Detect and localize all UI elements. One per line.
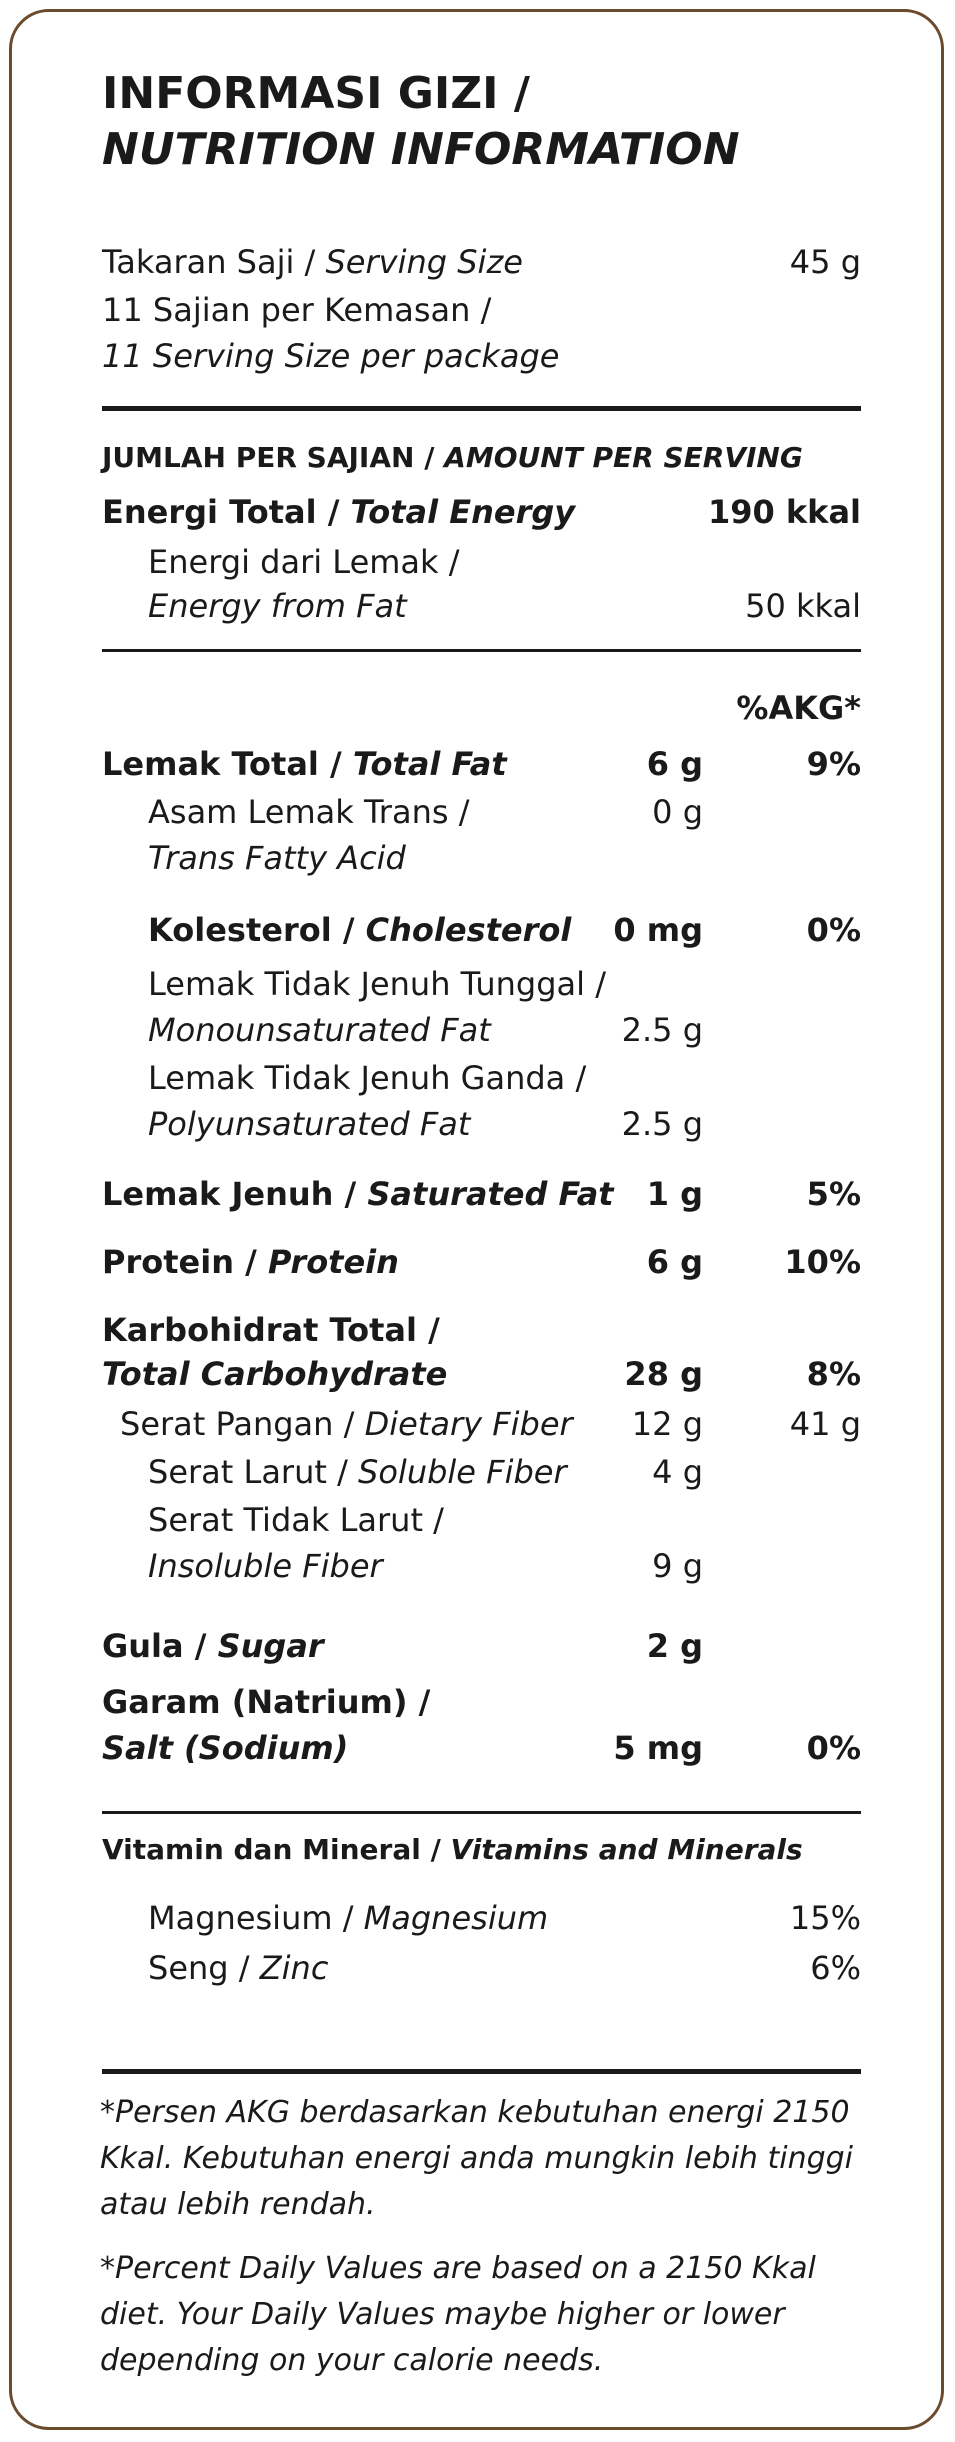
carbohydrate-amount: 28 g [624, 1355, 703, 1393]
soluble-fiber-amount: 4 g [652, 1453, 703, 1491]
magnesium-value: 15% [789, 1899, 861, 1937]
footnote-id: *Persen AKG berdasarkan kebutuhan energi 2150 Kkal. Kebutuhan energi anda mungkin lebih tinggi atau lebih rendah. [100, 2095, 854, 2222]
zinc-id: Seng / [148, 1949, 260, 1987]
title-line-1: INFORMASI GIZI / [102, 68, 530, 119]
pufa-id: Lemak Tidak Jenuh Ganda / [148, 1059, 587, 1097]
total-fat-akg: 9% [806, 745, 861, 783]
energy-from-fat-id: Energi dari Lemak / [148, 543, 460, 581]
energy-from-fat-value: 50 kkal [745, 587, 861, 625]
total-energy-id: Energi Total / [102, 493, 351, 531]
total-fat-amount: 6 g [646, 745, 703, 783]
magnesium-en: Magnesium [363, 1899, 549, 1937]
total-energy-en: Total Energy [350, 493, 576, 531]
carbohydrate-en: Total Carbohydrate [102, 1355, 448, 1393]
dietary-fiber-en: Dietary Fiber [364, 1405, 573, 1443]
zinc-en: Zinc [259, 1949, 329, 1987]
dietary-fiber-id: Serat Pangan / [120, 1405, 365, 1443]
salt-akg: 0% [806, 1729, 861, 1767]
amount-header-en: AMOUNT PER SERVING [444, 441, 803, 474]
dietary-fiber-akg: 41 g [789, 1405, 861, 1443]
vitamins-header-en: Vitamins and Minerals [450, 1833, 803, 1866]
cholesterol-akg: 0% [806, 911, 861, 949]
akg-header: %AKG* [736, 689, 861, 727]
servings-per-package-id: 11 Sajian per Kemasan / [102, 291, 492, 329]
zinc-label [148, 1948, 328, 1988]
sugar-amount: 2 g [646, 1627, 703, 1665]
total-fat-label [102, 744, 507, 784]
amount-header-id: JUMLAH PER SAJIAN / [102, 441, 445, 474]
cholesterol-amount: 0 mg [613, 911, 703, 949]
divider-4 [102, 2069, 861, 2074]
insoluble-fiber-id: Serat Tidak Larut / [148, 1501, 444, 1539]
servings-per-package-en: 11 Serving Size per package [102, 337, 560, 375]
vitamins-header [102, 1832, 803, 1868]
total-fat-en: Total Fat [352, 745, 507, 783]
magnesium-label [148, 1898, 548, 1938]
sugar-en: Sugar [217, 1627, 324, 1665]
insoluble-fiber-amount: 9 g [652, 1547, 703, 1585]
divider-3 [102, 1811, 861, 1814]
zinc-value: 6% [810, 1949, 861, 1987]
divider-2 [102, 649, 861, 652]
saturated-fat-id: Lemak Jenuh / [102, 1175, 368, 1213]
insoluble-fiber-en: Insoluble Fiber [148, 1547, 383, 1585]
salt-amount: 5 mg [613, 1729, 703, 1767]
mufa-id: Lemak Tidak Jenuh Tunggal / [148, 965, 606, 1003]
total-energy-label [102, 492, 575, 532]
divider-1 [102, 406, 861, 411]
dietary-fiber-amount: 12 g [631, 1405, 703, 1443]
protein-id: Protein / [102, 1243, 268, 1281]
total-fat-id: Lemak Total / [102, 745, 353, 783]
saturated-fat-amount: 1 g [646, 1175, 703, 1213]
salt-en: Salt (Sodium) [102, 1729, 349, 1767]
mufa-amount: 2.5 g [621, 1011, 703, 1049]
serving-size-value: 45 g [789, 243, 861, 281]
mufa-en: Monounsaturated Fat [148, 1011, 491, 1049]
vitamins-header-id: Vitamin dan Mineral / [102, 1833, 451, 1866]
serving-size-id: Takaran Saji / [102, 243, 326, 281]
soluble-fiber-id: Serat Larut / [148, 1453, 359, 1491]
protein-en: Protein [267, 1243, 399, 1281]
total-energy-value: 190 kkal [707, 493, 861, 531]
magnesium-id: Magnesium / [148, 1899, 364, 1937]
serving-size-en: Serving Size [325, 243, 523, 281]
protein-akg: 10% [784, 1243, 861, 1281]
trans-fat-amount: 0 g [652, 793, 703, 831]
energy-from-fat-en: Energy from Fat [148, 587, 407, 625]
sugar-label [102, 1626, 324, 1666]
title-line-2: NUTRITION INFORMATION [102, 124, 740, 175]
saturated-fat-label [102, 1174, 614, 1214]
saturated-fat-en: Saturated Fat [367, 1175, 614, 1213]
protein-label [102, 1242, 399, 1282]
cholesterol-id: Kolesterol / [148, 911, 366, 949]
pufa-amount: 2.5 g [621, 1105, 703, 1143]
cholesterol-en: Cholesterol [365, 911, 572, 949]
dietary-fiber-label [120, 1404, 573, 1444]
carbohydrate-akg: 8% [806, 1355, 861, 1393]
soluble-fiber-label [148, 1452, 567, 1492]
saturated-fat-akg: 5% [806, 1175, 861, 1213]
pufa-en: Polyunsaturated Fat [148, 1105, 471, 1143]
trans-fat-id: Asam Lemak Trans / [148, 793, 470, 831]
soluble-fiber-en: Soluble Fiber [358, 1453, 567, 1491]
protein-amount: 6 g [646, 1243, 703, 1281]
carbohydrate-id: Karbohidrat Total / [102, 1311, 440, 1349]
serving-size-label [102, 242, 523, 282]
footnote-en: *Percent Daily Values are based on a 2150 Kkal diet. Your Daily Values maybe higher or lower depending on your calorie needs. [100, 2251, 816, 2378]
trans-fat-en: Trans Fatty Acid [148, 839, 406, 877]
sugar-id: Gula / [102, 1627, 218, 1665]
amount-per-serving-header [102, 440, 803, 476]
salt-id: Garam (Natrium) / [102, 1683, 431, 1721]
cholesterol-label [148, 910, 571, 950]
